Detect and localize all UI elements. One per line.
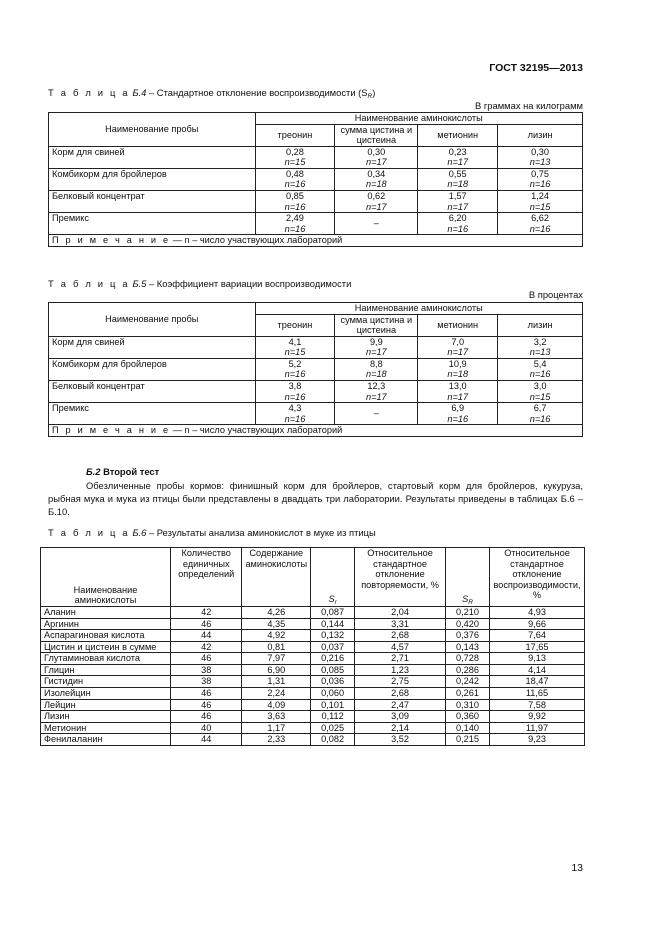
note-text: — n – число участвующих лабораторий xyxy=(170,425,343,436)
cell-value: – xyxy=(373,408,379,419)
cell-value: 13,0 xyxy=(448,381,467,392)
table-cell: 4,93 xyxy=(490,607,585,619)
table-cell xyxy=(498,381,583,403)
table-cell xyxy=(498,358,583,380)
cell-count: n=16 xyxy=(284,391,306,402)
cell-count: n=16 xyxy=(529,413,551,424)
cell-value: 0,85 xyxy=(286,191,304,202)
table-row xyxy=(41,641,585,653)
row-name: Лейцин xyxy=(41,699,171,711)
table-cell xyxy=(418,358,498,380)
table-b6-header-rel-r: Относительное стандартное отклонение повторяемости, % xyxy=(355,548,446,607)
table-cell: 2,68 xyxy=(355,688,446,700)
table-cell: 2,71 xyxy=(355,653,446,665)
standard-header: ГОСТ 32195—2013 xyxy=(489,62,583,74)
table-cell: 0,112 xyxy=(311,711,355,723)
table-cell: 2,47 xyxy=(355,699,446,711)
table-cell xyxy=(498,213,583,235)
table-cell: 0,140 xyxy=(445,722,489,734)
row-name: Изолейцин xyxy=(41,688,171,700)
table-cell: 46 xyxy=(171,699,242,711)
table-b6-header-content: Содержание аминокислоты xyxy=(242,548,311,607)
cell-count: n=17 xyxy=(365,391,387,402)
table-cell: 0,310 xyxy=(445,699,489,711)
table-cell: 3,63 xyxy=(242,711,311,723)
cell-value: 3,0 xyxy=(533,381,547,392)
table-row xyxy=(49,336,583,358)
cell-count: n=18 xyxy=(365,179,387,190)
row-name: Лизин xyxy=(41,711,171,723)
row-name: Глицин xyxy=(41,664,171,676)
table-row xyxy=(41,711,585,723)
table-cell: 11,65 xyxy=(490,688,585,700)
table-cell: 2,04 xyxy=(355,607,446,619)
note-label: П р и м е ч а н и е xyxy=(52,235,171,246)
table-note xyxy=(49,235,583,247)
table-b4 xyxy=(48,112,583,247)
cell-count: n=15 xyxy=(284,347,306,358)
table-cell: 3,09 xyxy=(355,711,446,723)
cell-value: 0,30 xyxy=(531,146,550,157)
note-text: — n – число участвующих лабораторий xyxy=(170,235,343,246)
table-cell xyxy=(335,403,418,425)
table-cell xyxy=(335,213,418,235)
cell-count: n=17 xyxy=(447,201,469,212)
cell-value: 9,9 xyxy=(369,336,383,347)
row-name: Корм для свиней xyxy=(49,336,256,358)
table-b4-caption: Т а б л и ц а Б.4 – Стандартное отклонение воспроизводимости $(S_R)$ xyxy=(48,87,376,100)
table-b5-caption: Т а б л и ц а Б.5 – Коэффициент вариации воспроизводимости xyxy=(48,278,352,289)
table-cell: 0,286 xyxy=(445,664,489,676)
cell-value: 3,8 xyxy=(288,381,302,392)
row-name: Фенилаланин xyxy=(41,734,171,746)
table-cell: 40 xyxy=(171,722,242,734)
cell-count: n=16 xyxy=(529,223,551,234)
table-b6-header-count: Количество единичных определений xyxy=(171,548,242,607)
table-cell: 17,65 xyxy=(490,641,585,653)
table-cell: 0,81 xyxy=(242,641,311,653)
table_b5-col-header: лизин xyxy=(498,314,583,336)
table-cell: 46 xyxy=(171,711,242,723)
table-row xyxy=(41,618,585,630)
table-cell: 0,132 xyxy=(311,630,355,642)
table-cell: 4,57 xyxy=(355,641,446,653)
table-cell: 0,082 xyxy=(311,734,355,746)
table-cell: 11,97 xyxy=(490,722,585,734)
table-b5 xyxy=(48,302,583,437)
table-row xyxy=(49,191,583,213)
table-cell: 0,216 xyxy=(311,653,355,665)
cell-count: n=18 xyxy=(447,369,469,380)
table-cell: 4,92 xyxy=(242,630,311,642)
cell-count: n=15 xyxy=(284,157,306,168)
row-name: Гистидин xyxy=(41,676,171,688)
note-label: П р и м е ч а н и е xyxy=(52,425,171,436)
cell-count: n=17 xyxy=(365,157,387,168)
table-b4-header-name: Наименование пробы xyxy=(49,113,256,147)
table-cell: 0,025 xyxy=(311,722,355,734)
cell-count: n=18 xyxy=(447,179,469,190)
cell-value: 3,2 xyxy=(533,336,547,347)
table-row xyxy=(41,676,585,688)
cell-count: n=16 xyxy=(284,369,306,380)
cell-count: n=18 xyxy=(365,369,387,380)
table-cell xyxy=(335,191,418,213)
table-row xyxy=(49,213,583,235)
cell-count: n=15 xyxy=(529,201,551,212)
table-cell: 42 xyxy=(171,641,242,653)
table-cell xyxy=(418,213,498,235)
table-b6-header-rel-R: Относительное стандартное отклонение воспроизводимости, % xyxy=(490,548,585,607)
table-cell: 38 xyxy=(171,676,242,688)
cell-count: n=17 xyxy=(447,347,469,358)
table_b4-col-header: лизин xyxy=(498,124,583,146)
table-cell: 4,35 xyxy=(242,618,311,630)
table-b4-unit: В граммах на килограмм xyxy=(475,100,583,111)
table-cell xyxy=(255,358,335,380)
table-cell: 9,13 xyxy=(490,653,585,665)
table-row xyxy=(41,607,585,619)
table-cell: 0,036 xyxy=(311,676,355,688)
cell-value: 0,48 xyxy=(286,168,304,179)
table-cell: 44 xyxy=(171,734,242,746)
table_b5-col-header: сумма цистина и цистеина xyxy=(335,314,418,336)
table-cell xyxy=(418,336,498,358)
table-row xyxy=(41,688,585,700)
page-number: 13 xyxy=(571,862,583,874)
table-cell: 2,24 xyxy=(242,688,311,700)
table-cell xyxy=(335,168,418,190)
cell-value: 1,24 xyxy=(531,191,550,202)
table-b5-header-name: Наименование пробы xyxy=(49,303,256,337)
table-cell xyxy=(255,381,335,403)
cell-value: 0,30 xyxy=(367,146,386,157)
table_b5-col-header: метионин xyxy=(418,314,498,336)
table-row xyxy=(41,630,585,642)
cell-count: n=17 xyxy=(447,157,469,168)
table-cell: 9,92 xyxy=(490,711,585,723)
cell-count: n=16 xyxy=(529,179,551,190)
section-paragraph: Обезличенные пробы кормов: финишный корм для бройлеров, стартовый корм для бройлеров, кукуруза, рыбная мука и мука из птицы были представлены в двадцать три лаборатории. Результаты приведены в таблицах Б.6 – Б.10. xyxy=(48,480,583,517)
table-b6 xyxy=(40,547,585,746)
cell-count: n=16 xyxy=(447,223,469,234)
table-cell: 9,23 xyxy=(490,734,585,746)
table-cell: 46 xyxy=(171,653,242,665)
cell-value: 2,49 xyxy=(286,213,304,224)
table-cell xyxy=(335,146,418,168)
cell-count: n=13 xyxy=(529,347,551,358)
table_b5-col-header: треонин xyxy=(255,314,335,336)
row-name: Премикс xyxy=(49,213,256,235)
cell-value: 0,55 xyxy=(448,168,467,179)
table-cell: 0,087 xyxy=(311,607,355,619)
cell-value: 0,28 xyxy=(286,146,304,157)
table-cell: 7,97 xyxy=(242,653,311,665)
table-cell: 3,52 xyxy=(355,734,446,746)
table-b4-header-group: Наименование аминокислоты xyxy=(255,113,582,125)
table-row xyxy=(41,699,585,711)
table-row xyxy=(49,146,583,168)
table-row xyxy=(49,381,583,403)
table-cell: 46 xyxy=(171,688,242,700)
table-cell: 1,23 xyxy=(355,664,446,676)
cell-count: n=15 xyxy=(529,391,551,402)
row-name: Аргинин xyxy=(41,618,171,630)
table-cell xyxy=(418,168,498,190)
table-cell: 2,33 xyxy=(242,734,311,746)
cell-count: n=17 xyxy=(447,391,469,402)
table-cell xyxy=(498,336,583,358)
table-cell xyxy=(498,403,583,425)
table-b6-header-sR: $S_R$ xyxy=(445,548,489,607)
table-cell: 4,14 xyxy=(490,664,585,676)
table-b5-header-group: Наименование аминокислоты xyxy=(255,303,582,315)
table-cell: 0,360 xyxy=(445,711,489,723)
table-note xyxy=(49,425,583,437)
cell-value: 7,0 xyxy=(451,336,465,347)
cell-count: n=16 xyxy=(284,413,306,424)
cell-count: n=16 xyxy=(284,201,306,212)
cell-value: – xyxy=(373,218,379,229)
table-cell: 0,376 xyxy=(445,630,489,642)
table-cell: 1,31 xyxy=(242,676,311,688)
table-cell: 0,144 xyxy=(311,618,355,630)
table-row xyxy=(41,664,585,676)
cell-count: n=16 xyxy=(284,223,306,234)
table-cell: 18,47 xyxy=(490,676,585,688)
table-cell xyxy=(498,146,583,168)
cell-value: 0,62 xyxy=(367,191,386,202)
cell-value: 0,34 xyxy=(367,168,386,179)
table-row xyxy=(49,168,583,190)
table-cell xyxy=(498,191,583,213)
table_b4-col-header: метионин xyxy=(418,124,498,146)
table-cell xyxy=(498,168,583,190)
row-name: Цистин и цистеин в сумме xyxy=(41,641,171,653)
table-cell: 9,66 xyxy=(490,618,585,630)
table-row xyxy=(49,358,583,380)
table-cell xyxy=(255,403,335,425)
table-cell xyxy=(335,358,418,380)
table-cell: 0,085 xyxy=(311,664,355,676)
row-name: Аланин xyxy=(41,607,171,619)
table-cell: 44 xyxy=(171,630,242,642)
row-name: Комбикорм для бройлеров xyxy=(49,168,256,190)
cell-value: 5,2 xyxy=(288,358,302,369)
table-cell: 2,68 xyxy=(355,630,446,642)
table-cell: 3,31 xyxy=(355,618,446,630)
cell-value: 0,23 xyxy=(448,146,467,157)
table-cell: 0,215 xyxy=(445,734,489,746)
table-cell xyxy=(418,381,498,403)
cell-count: n=16 xyxy=(529,369,551,380)
row-name: Белковый концентрат xyxy=(49,191,256,213)
table-cell xyxy=(255,191,335,213)
section-heading: Б.2 Второй тест xyxy=(86,466,160,477)
cell-value: 6,9 xyxy=(451,403,465,414)
table-cell: 2,75 xyxy=(355,676,446,688)
cell-count: n=17 xyxy=(365,347,387,358)
table-cell xyxy=(255,336,335,358)
table-cell: 1,17 xyxy=(242,722,311,734)
table-cell xyxy=(255,146,335,168)
table-cell xyxy=(335,336,418,358)
row-name: Метионин xyxy=(41,722,171,734)
table-cell: 46 xyxy=(171,618,242,630)
row-name: Глутаминовая кислота xyxy=(41,653,171,665)
table-row xyxy=(41,722,585,734)
cell-value: 4,1 xyxy=(288,336,302,347)
cell-count: n=13 xyxy=(529,157,551,168)
table-cell: 0,143 xyxy=(445,641,489,653)
cell-value: 6,20 xyxy=(448,213,467,224)
table-b6-header-sr: $S_r$ xyxy=(311,548,355,607)
row-name: Аспарагиновая кислота xyxy=(41,630,171,642)
cell-value: 5,4 xyxy=(533,358,547,369)
table-cell xyxy=(418,191,498,213)
row-name: Белковый концентрат xyxy=(49,381,256,403)
cell-value: 6,7 xyxy=(533,403,547,414)
table-cell: 0,037 xyxy=(311,641,355,653)
table-cell: 4,26 xyxy=(242,607,311,619)
row-name: Корм для свиней xyxy=(49,146,256,168)
table-row xyxy=(41,653,585,665)
table-cell xyxy=(418,146,498,168)
cell-count: n=16 xyxy=(284,179,306,190)
table-cell: 7,64 xyxy=(490,630,585,642)
table-b6-caption: Т а б л и ц а Б.6 – Результаты анализа аминокислот в муке из птицы xyxy=(48,527,376,538)
table-cell: 2,14 xyxy=(355,722,446,734)
table-cell: 4,09 xyxy=(242,699,311,711)
table-cell: 0,210 xyxy=(445,607,489,619)
table-cell: 7,58 xyxy=(490,699,585,711)
cell-value: 4,3 xyxy=(288,403,302,414)
table-cell xyxy=(335,381,418,403)
table-cell: 38 xyxy=(171,664,242,676)
cell-value: 1,57 xyxy=(448,191,467,202)
table-cell: 0,101 xyxy=(311,699,355,711)
table-cell: 6,90 xyxy=(242,664,311,676)
row-name: Комбикорм для бройлеров xyxy=(49,358,256,380)
cell-value: 0,75 xyxy=(531,168,550,179)
cell-count: n=17 xyxy=(365,201,387,212)
cell-count: n=16 xyxy=(447,413,469,424)
cell-value: 12,3 xyxy=(367,381,386,392)
table-cell xyxy=(255,213,335,235)
table_b4-col-header: треонин xyxy=(255,124,335,146)
table-row xyxy=(49,403,583,425)
table-b5-unit: В процентах xyxy=(528,289,583,300)
cell-value: 10,9 xyxy=(448,358,467,369)
table-cell: 0,060 xyxy=(311,688,355,700)
table-cell: 0,242 xyxy=(445,676,489,688)
table-cell xyxy=(418,403,498,425)
table_b4-col-header: сумма цистина и цистеина xyxy=(335,124,418,146)
table-cell: 0,261 xyxy=(445,688,489,700)
table-b6-header-name: Наименование аминокислоты xyxy=(41,548,171,607)
table-cell: 0,728 xyxy=(445,653,489,665)
cell-value: 8,8 xyxy=(369,358,383,369)
table-cell xyxy=(255,168,335,190)
table-cell: 0,420 xyxy=(445,618,489,630)
table-cell: 42 xyxy=(171,607,242,619)
row-name: Премикс xyxy=(49,403,256,425)
table-row xyxy=(41,734,585,746)
cell-value: 6,62 xyxy=(531,213,550,224)
